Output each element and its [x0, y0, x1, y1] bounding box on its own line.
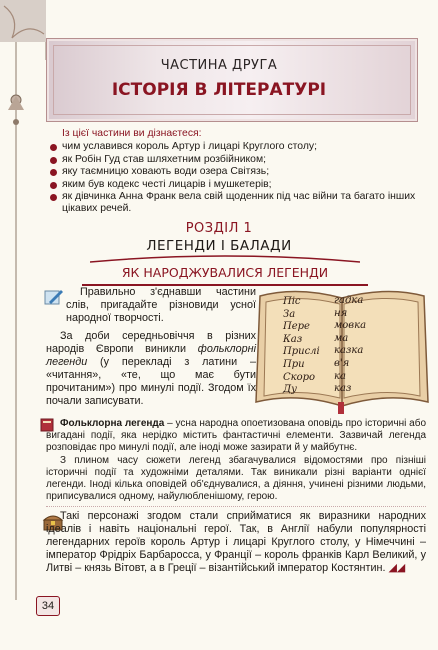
word-part: Прислі — [283, 346, 320, 358]
text-span: – усна народна опоетизована оповідь про історичні або вигадані події, яка нерідко містить фантастичні елементи. Зазвичай легенда розповідає про минулі події, але іноді може зазирати й у майбутнє. — [46, 418, 427, 454]
book-left-column — [283, 296, 320, 397]
word-part: Каз — [283, 333, 303, 345]
section-title: ЯК НАРОДЖУВАЛИСЯ ЛЕГЕНДИ — [82, 264, 368, 286]
word-part: Ду — [283, 384, 297, 396]
book-right-column — [334, 295, 366, 396]
learn-item: чим уславився король Артур і лицарі Круглого столу; — [46, 141, 426, 153]
development-paragraph: З плином часу сюжети легенд збагачувалися відомостями про пізніші історичні події та художніми деталями. Так виникали різні варіанти однієї легенди. Іноді кілька оповідей об'єднувалися, а діяння, учинені різними людьми, приписувалися одному, найулюбленішому, герою. — [46, 454, 426, 503]
part-label: ЧАСТИНА ДРУГА — [160, 58, 278, 73]
word-part: ма — [334, 332, 349, 344]
learn-item: яку таємницю ховають води озера Світязь; — [46, 166, 426, 178]
word-part: За — [283, 308, 296, 320]
definition-block — [46, 418, 426, 503]
page-number: 34 — [36, 596, 60, 616]
pencil-note-icon — [44, 288, 64, 306]
text-span: Такі персонажі згодом стали сприйматися як виразники народних ідеалів і навіть національні герої. Так, в Англії набули популярності легендарних героїв король Артур і лицарі Круглого столу, у Німеччині – імператор Фрідріх Барбаросса, у Франції – король франків Карл Великий, у Литві – князь Вітовт, а в Греції – візантійський імператор Костянтин. — [46, 510, 426, 574]
word-part: Піс — [283, 296, 301, 307]
word-part: казка — [334, 345, 364, 357]
word-part: При — [283, 358, 305, 370]
word-part: Пере — [283, 321, 310, 333]
learn-item: як Робін Гуд став шляхетним розбійником; — [46, 154, 426, 166]
word-part: Скоро — [283, 371, 316, 383]
learn-list — [46, 128, 426, 216]
learn-item: яким був кодекс честі лицарів і мушкетерів; — [46, 179, 426, 191]
text-span: (у перекладі з латини – «читання», «те, що має бути прочитаним») про минулі події. Згодом їх почали записувати. — [46, 356, 256, 407]
learn-heading: Із цієї частини ви дізнаєтеся: — [62, 128, 202, 139]
intro-paragraph — [46, 330, 256, 408]
chapter-title: ЛЕГЕНДИ І БАЛАДИ — [146, 238, 292, 254]
end-mark-icon: ◢◢ — [388, 562, 406, 574]
term-emphasis: фольклорні легенди — [46, 343, 256, 368]
word-part: гадка — [334, 295, 364, 306]
word-part: в'я — [334, 357, 350, 369]
word-part: ка — [334, 370, 346, 382]
word-part: мовка — [334, 320, 367, 332]
heroes-paragraph — [46, 510, 426, 575]
word-part: каз — [334, 383, 352, 395]
definition-paragraph — [46, 418, 426, 455]
learn-item: як дівчинка Анна Франк вела свій щоденник під час війни та багато інших цікавих речей. — [46, 191, 426, 216]
definition-term: Фольклорна легенда — [60, 418, 165, 429]
chapter-swash — [90, 254, 360, 264]
divider — [46, 506, 426, 507]
chapter-label: РОЗДІЛ 1 — [185, 221, 253, 236]
text-span: За доби середньовіччя в різних народів Європи виникли — [46, 330, 256, 355]
word-part: ня — [334, 307, 348, 319]
part-title: ІСТОРІЯ В ЛІТЕРАТУРІ — [111, 80, 327, 100]
task-paragraph: Правильно з'єднавши частини слів, пригадайте різновиди усної народної творчості. — [66, 286, 256, 324]
